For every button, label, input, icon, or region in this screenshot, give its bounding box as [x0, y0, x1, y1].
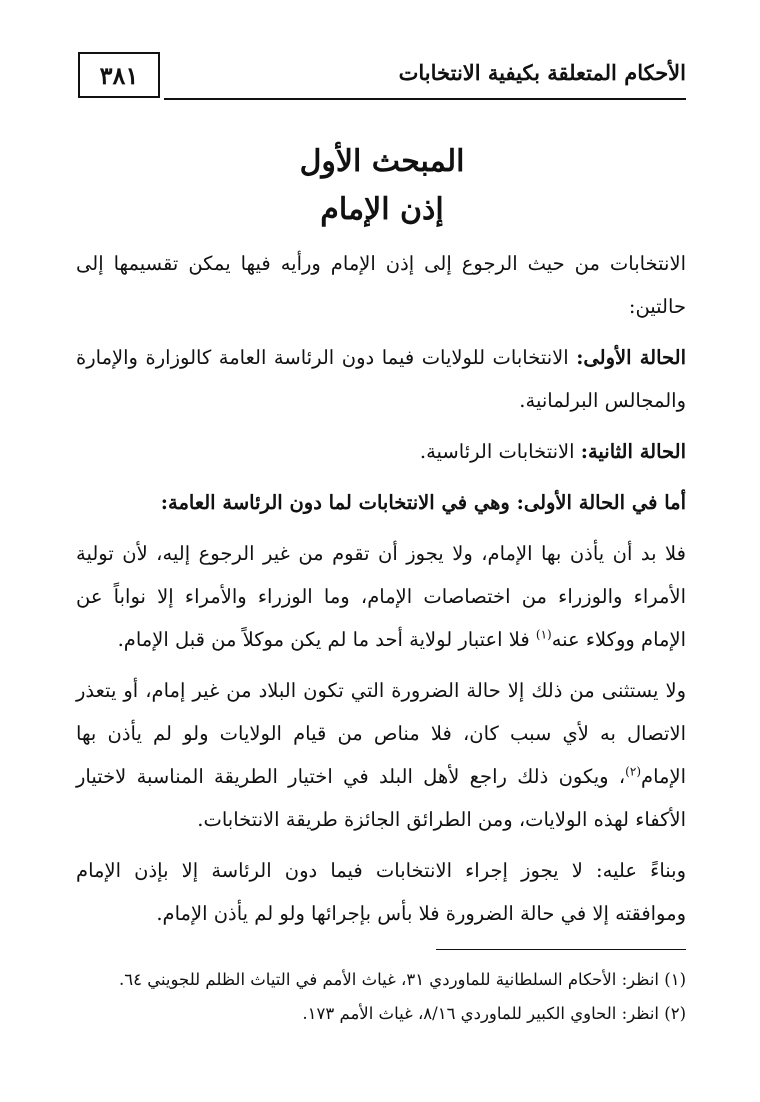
case1-label: الحالة الأولى: [576, 346, 686, 369]
footnote-ref-2: (٢) [625, 764, 641, 779]
footnote-2: (٢) انظر: الحاوي الكبير للماوردي ٨/١٦، غياث الأمم ١٧٣. [302, 1004, 686, 1023]
footnotes [76, 963, 686, 1031]
page-number: ٣٨١ [78, 52, 160, 98]
case2-label: الحالة الثانية: [580, 440, 686, 463]
case2-text: الانتخابات الرئاسية. [419, 440, 581, 463]
paragraph-2 [76, 669, 686, 841]
case1-subheading: أما في الحالة الأولى: وهي في الانتخابات لما دون الرئاسة العامة: [160, 491, 686, 514]
intro-paragraph: الانتخابات من حيث الرجوع إلى إذن الإمام ورأيه فيها يمكن تقسيمها إلى حالتين: [76, 252, 686, 318]
paragraph-1 [76, 532, 686, 661]
footnote-divider [436, 949, 686, 950]
section-title: إذن الإمام [320, 192, 444, 227]
paragraph-1-part-a: فلا بد أن يأذن بها الإمام، ولا يجوز أن تقوم من غير الرجوع إليه، لأن تولية الأمراء والوزراء من اختصاصات الإمام، وما الوزراء والأمراء إلا نواباً عن الإمام ووكلاء عنه [76, 542, 686, 651]
case1-paragraph [76, 336, 686, 422]
paragraph-1-part-b: فلا اعتبار لولاية أحد ما لم يكن موكلاً من قبل الإمام. [117, 628, 536, 651]
page-header [78, 52, 686, 102]
case1-text: الانتخابات للولايات فيما دون الرئاسة العامة كالوزارة والإمارة والمجالس البرلمانية. [76, 346, 686, 412]
case2-paragraph [76, 430, 686, 473]
footnote-1: (١) انظر: الأحكام السلطانية للماوردي ٣١، غياث الأمم في التياث الظلم للجويني ٦٤. [118, 970, 686, 989]
footnote-ref-1: (١) [535, 627, 552, 642]
paragraph-3: وبناءً عليه: لا يجوز إجراء الانتخابات فيما دون الرئاسة إلا بإذن الإمام وموافقته إلا في حالة الضرورة فلا بأس بإجرائها ولو لم يأذن الإمام. [76, 859, 686, 925]
paragraph-2-part-a: ولا يستثنى من ذلك إلا حالة الضرورة التي تكون البلاد من غير إمام، أو يتعذر الاتصال به لأي سبب كان، فلا مناص من قيام الولايات ولو لم يأذن بها الإمام [76, 679, 686, 788]
running-title: الأحكام المتعلقة بكيفية الانتخابات [398, 60, 686, 85]
body-text [76, 242, 686, 943]
paragraph-2-part-b: ، ويكون ذلك راجع لأهل البلد في اختيار الطريقة المناسبة لاختيار الأكفاء لهذه الولايات، ومن الطرائق الجائزة طريقة الانتخابات. [76, 765, 686, 831]
header-rule [164, 98, 686, 100]
section-heading: المبحث الأول [299, 144, 465, 179]
